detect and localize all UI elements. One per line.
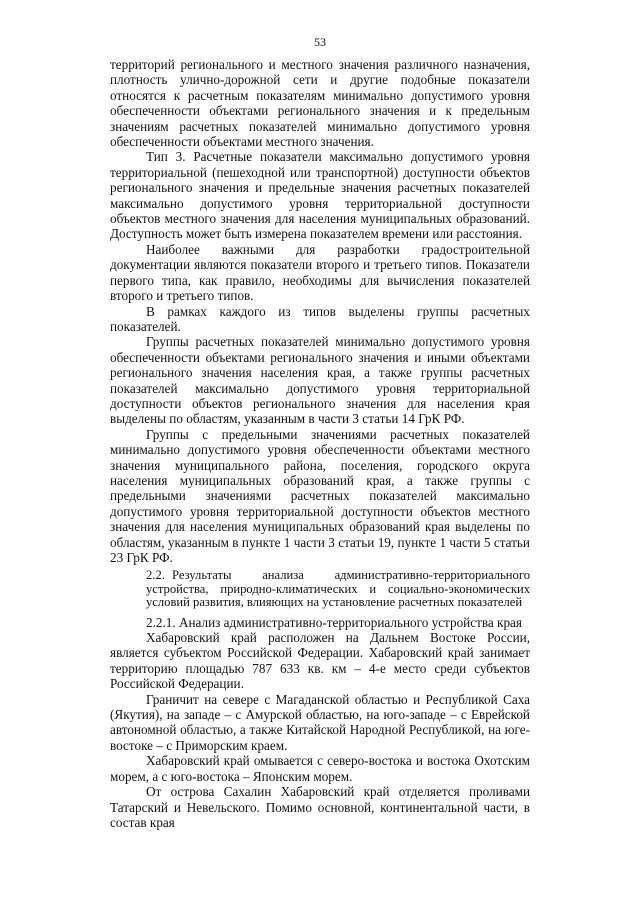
paragraph: Группы расчетных показателей минимально допустимого уровня обеспеченности объектами регионального значения и иными объектами регионального значения населения края, а также группы расчетных показателей максимально допустимого уровня территориальной доступности объектов регионального значения для населения края выделены по областям, указанным в части 3 статьи 14 ГрК РФ. xyxy=(110,334,530,427)
paragraph: В рамках каждого из типов выделены группы расчетных показателей. xyxy=(110,303,530,334)
paragraph: Хабаровский край омывается с северо-востока и востока Охотским морем, а с юго-востока – Японским морем. xyxy=(110,753,530,784)
paragraph: Граничит на севере с Магаданской областью и Республикой Саха (Якутия), на западе – с Амурской областью, на юго-западе – с Еврейской автономной областью, а также Китайской Народной Республикой, на юге-востоке – с Приморским краем. xyxy=(110,691,530,753)
paragraph: Тип 3. Расчетные показатели максимально допустимого уровня территориальной (пешеходной или транспортной) доступности объектов регионального значения и предельные значения расчетных показателей максимально допустимого уровня территориальной доступности объектов местного значения для населения муниципальных образований. Доступность может быть измерена показателем времени или расстояния. xyxy=(110,149,530,242)
paragraph: От острова Сахалин Хабаровский край отделяется проливами Татарский и Невельского. Помимо основной, континентальной части, в состав края xyxy=(110,784,530,830)
section-number: 2.2. xyxy=(146,568,165,583)
body-text xyxy=(110,57,530,830)
section-heading-text: Результаты анализа административно-территориального устройства, природно-климатических и социально-экономических условий развития, влияющих на установление расчетных показателей xyxy=(146,568,530,610)
paragraph: территорий регионального и местного значения различного назначения, плотность улично-дорожной сети и другие подобные показатели относятся к расчетным показателям минимально допустимого уровня обеспеченности объектами регионального значения и к предельным значениям расчетных показателей минимально допустимого уровня обеспеченности объектами местного значения. xyxy=(110,57,530,150)
paragraph: Группы с предельными значениями расчетных показателей минимально допустимого уровня обеспеченности объектами местного значения муниципального района, поселения, городского округа населения муниципальных образований края, а также группы с предельными значениями расчетных показателей максимально допустимого уровня территориальной доступности объектов местного значения для населения муниципальных образований края выделены по областям, указанным в пункте 1 части 3 статьи 19, пункте 1 части 5 статьи 23 ГрК РФ. xyxy=(110,426,530,565)
section-heading xyxy=(110,569,530,609)
paragraph: Наиболее важными для разработки градостроительной документации являются показатели второго и третьего типов. Показатели первого типа, как правило, необходимы для вычисления показателей второго и третьего типов. xyxy=(110,241,530,304)
subsection-heading: 2.2.1. Анализ административно-территориального устройства края xyxy=(146,614,522,630)
page-number: 53 xyxy=(314,35,326,49)
paragraph: Хабаровский край расположен на Дальнем Востоке России, является субъектом Российской Федерации. Хабаровский край занимает территорию площадью 787 633 кв. км – 4-е место среди субъектов Российской Федерации. xyxy=(110,630,530,692)
